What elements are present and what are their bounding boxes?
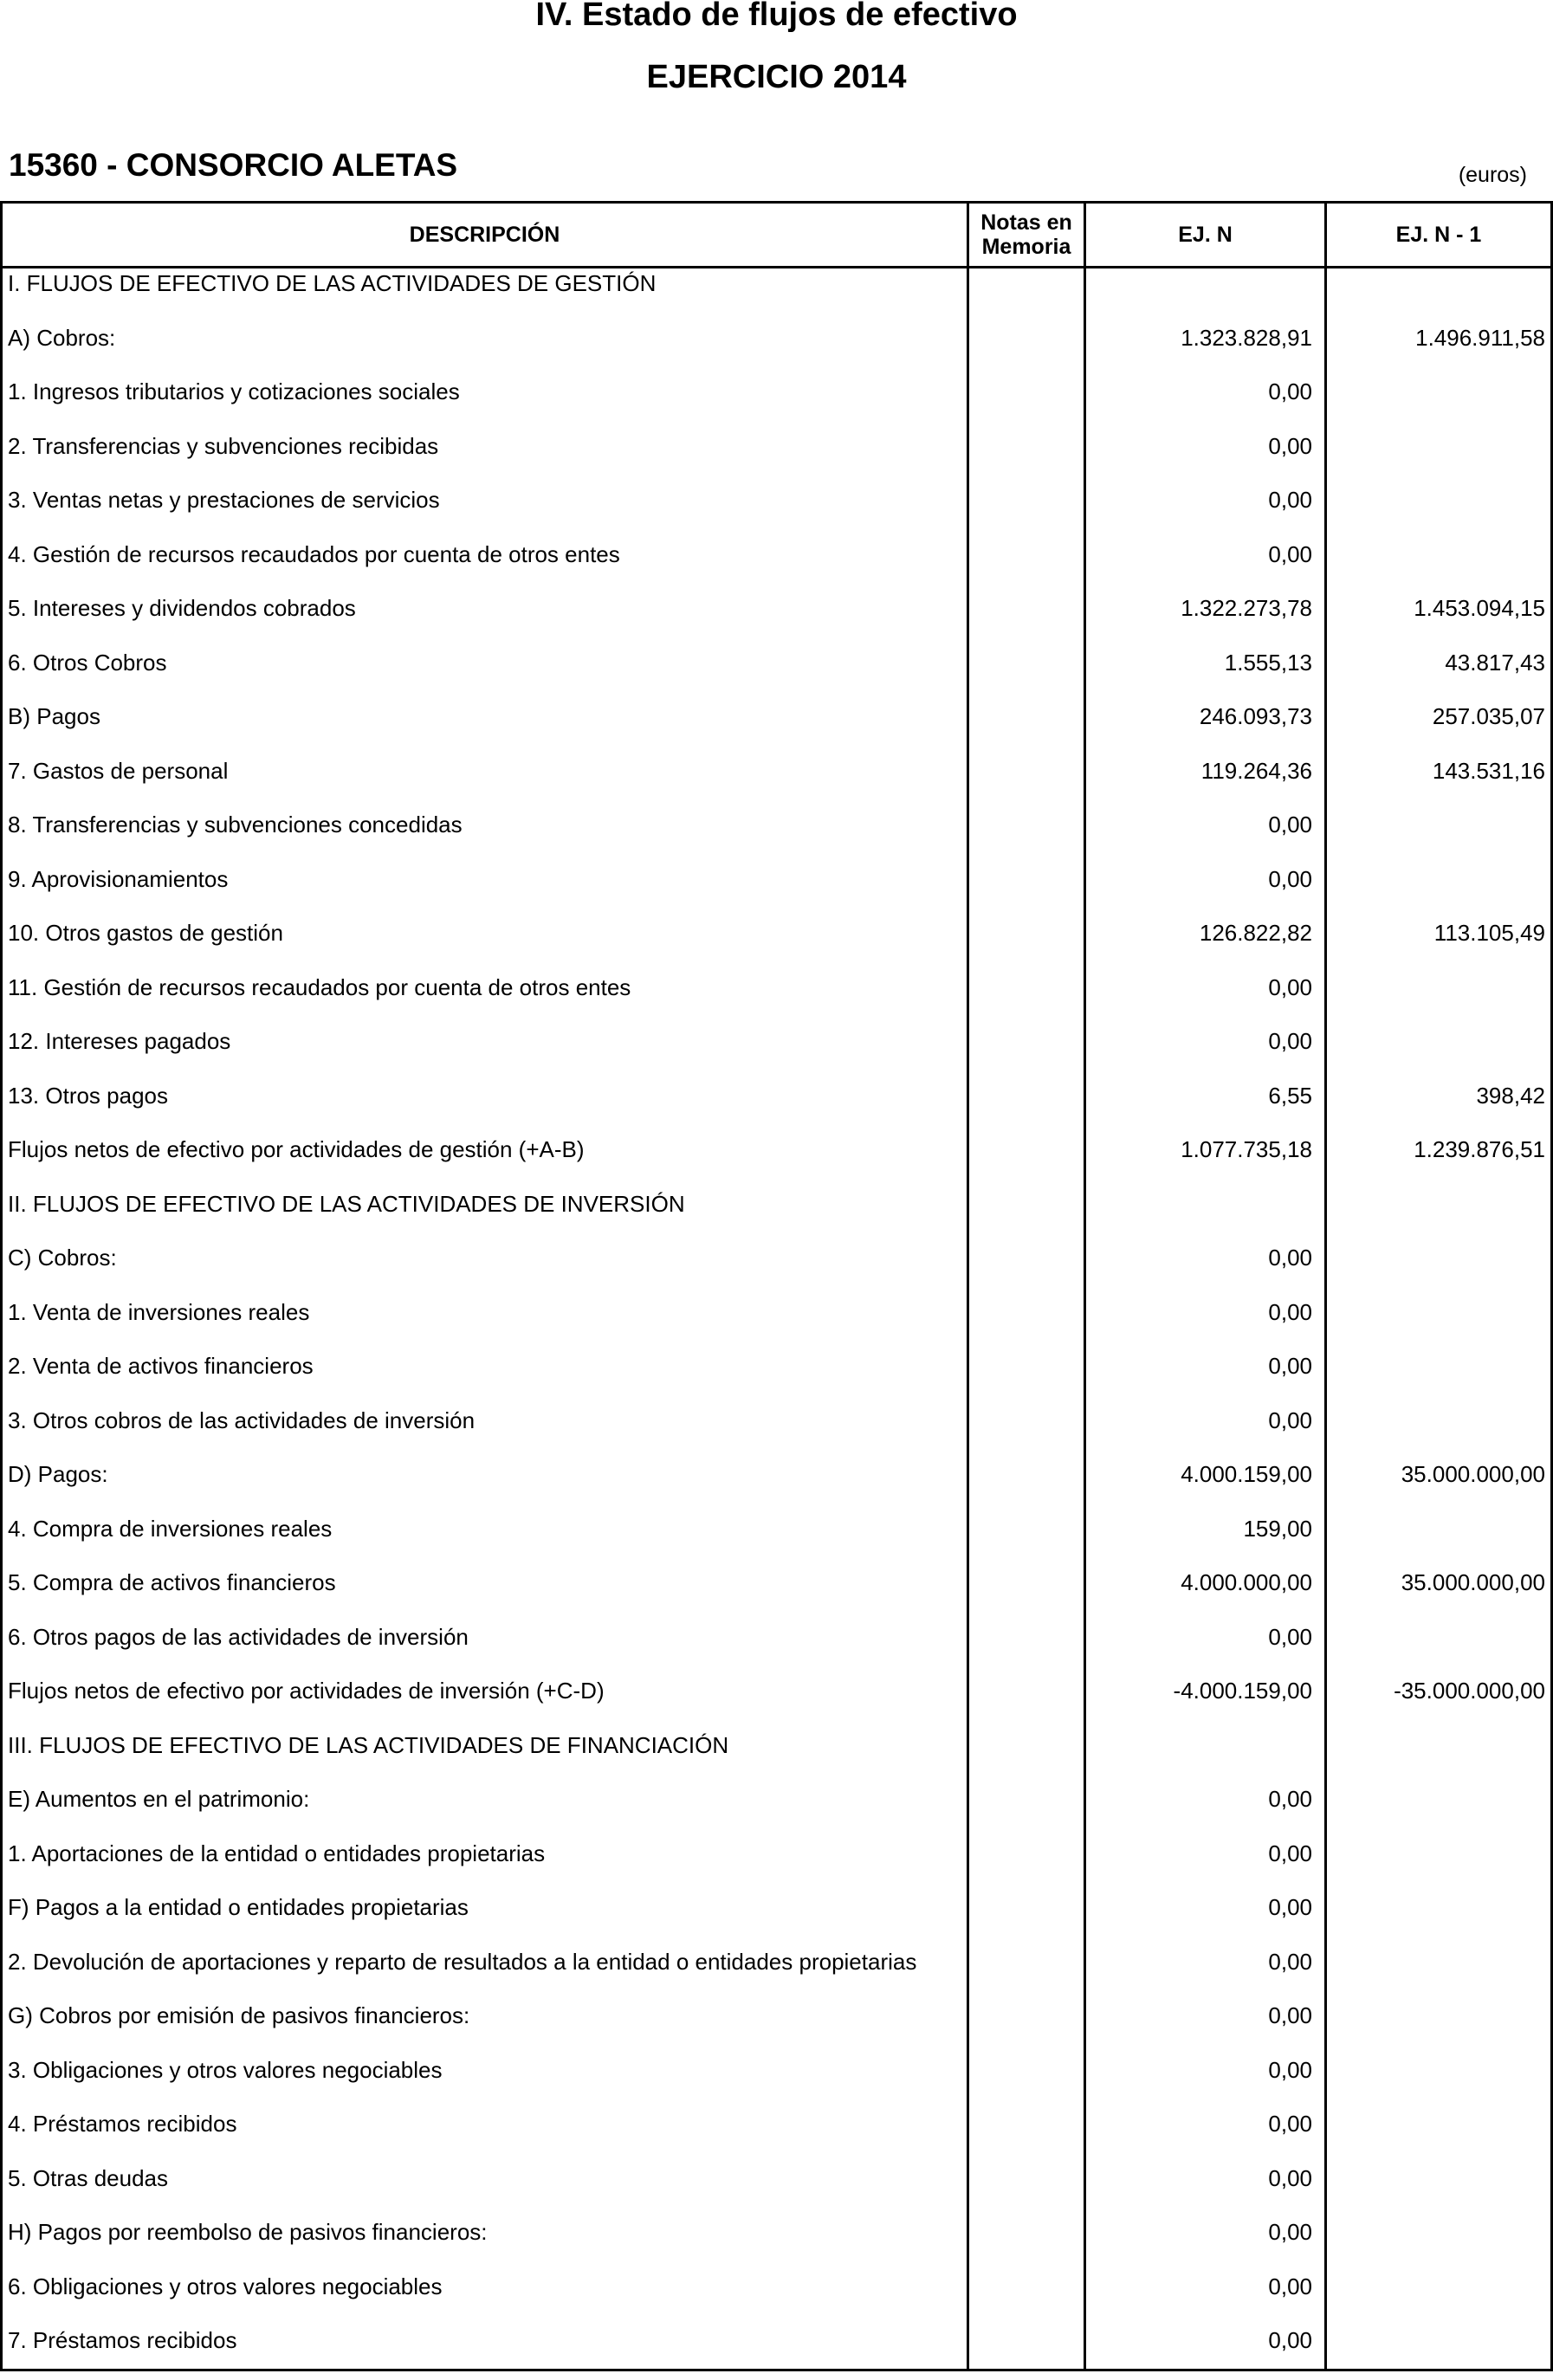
table-row <box>3 323 1550 378</box>
row-value-year-n: 6,55 <box>1268 1082 1312 1109</box>
row-description: 11. Gestión de recursos recaudados por cuenta de otros entes <box>8 973 631 1000</box>
row-description: Flujos netos de efectivo por actividades de inversión (+C-D) <box>8 1678 605 1704</box>
row-value-year-n: 0,00 <box>1268 1948 1312 1975</box>
cash-flow-table <box>0 201 1553 2371</box>
row-description: G) Cobros por emisión de pasivos financieros: <box>8 2002 470 2028</box>
row-description: B) Pagos <box>8 703 100 729</box>
row-value-year-n: -4.000.159,00 <box>1173 1678 1312 1704</box>
table-row <box>3 1135 1550 1189</box>
table-row <box>3 1459 1550 1514</box>
table-row <box>3 593 1550 648</box>
row-value-year-n: 1.555,13 <box>1224 649 1312 676</box>
header-description: DESCRIPCIÓN <box>409 223 560 247</box>
row-value-year-n-1: 35.000.000,00 <box>1401 1461 1545 1487</box>
row-description: 4. Gestión de recursos recaudados por cuenta de otros entes <box>8 540 620 567</box>
row-description: 1. Ingresos tributarios y cotizaciones sociales <box>8 378 460 404</box>
table-header <box>3 204 1550 268</box>
row-description: F) Pagos a la entidad o entidades propietarias <box>8 1894 469 1920</box>
row-value-year-n: 0,00 <box>1268 2273 1312 2299</box>
table-row <box>3 1892 1550 1947</box>
row-value-year-n-1: 257.035,07 <box>1432 703 1545 729</box>
row-value-year-n-1: 43.817,43 <box>1445 649 1545 676</box>
table-row <box>3 1730 1550 1785</box>
row-value-year-n: 0,00 <box>1268 1894 1312 1920</box>
row-value-year-n-1: 1.453.094,15 <box>1414 595 1545 621</box>
table-row <box>3 2109 1550 2163</box>
table-row <box>3 1622 1550 1677</box>
row-description: Flujos netos de efectivo por actividades de gestión (+A-B) <box>8 1136 585 1162</box>
row-description: 3. Ventas netas y prestaciones de servicios <box>8 487 440 513</box>
header-year-n-1: EJ. N - 1 <box>1395 223 1482 247</box>
table-row <box>3 648 1550 702</box>
row-value-year-n: 0,00 <box>1268 973 1312 1000</box>
table-row <box>3 1189 1550 1244</box>
row-value-year-n: 0,00 <box>1268 812 1312 838</box>
table-row <box>3 2001 1550 2055</box>
row-value-year-n: 0,00 <box>1268 1786 1312 1812</box>
row-description: 6. Obligaciones y otros valores negociables <box>8 2273 443 2299</box>
row-description: 4. Préstamos recibidos <box>8 2111 237 2137</box>
row-description: 8. Transferencias y subvenciones concedidas <box>8 812 463 838</box>
row-description: 1. Aportaciones de la entidad o entidades propietarias <box>8 1840 546 1866</box>
row-description: C) Cobros: <box>8 1245 117 1271</box>
table-row <box>3 2325 1550 2380</box>
row-description: 6. Otros pagos de las actividades de inversión <box>8 1623 469 1650</box>
header-year-n: EJ. N <box>1178 223 1233 247</box>
row-value-year-n-1: -35.000.000,00 <box>1394 1678 1545 1704</box>
row-value-year-n-1: 1.239.876,51 <box>1414 1136 1545 1162</box>
row-value-year-n: 0,00 <box>1268 540 1312 567</box>
row-value-year-n: 0,00 <box>1268 1623 1312 1650</box>
row-value-year-n: 0,00 <box>1268 2327 1312 2353</box>
table-row <box>3 1947 1550 2002</box>
row-value-year-n: 1.323.828,91 <box>1181 324 1312 351</box>
row-description: A) Cobros: <box>8 324 116 351</box>
table-row <box>3 1676 1550 1730</box>
row-description: 5. Intereses y dividendos cobrados <box>8 595 356 621</box>
row-value-year-n: 0,00 <box>1268 2164 1312 2191</box>
row-description: D) Pagos: <box>8 1461 108 1487</box>
table-body <box>3 268 1550 2380</box>
row-value-year-n: 0,00 <box>1268 378 1312 404</box>
row-description: 2. Transferencias y subvenciones recibidas <box>8 432 439 459</box>
row-description: 3. Otros cobros de las actividades de inversión <box>8 1407 476 1433</box>
row-value-year-n: 0,00 <box>1268 1245 1312 1271</box>
row-value-year-n: 246.093,73 <box>1199 703 1312 729</box>
row-value-year-n: 0,00 <box>1268 1407 1312 1433</box>
table-row <box>3 2163 1550 2218</box>
table-row <box>3 810 1550 864</box>
header-notes-line2: Memoria <box>981 235 1071 259</box>
row-value-year-n: 0,00 <box>1268 1298 1312 1325</box>
row-value-year-n: 1.077.735,18 <box>1181 1136 1312 1162</box>
currency-unit: (euros) <box>1458 163 1527 187</box>
row-description: 5. Compra de activos financieros <box>8 1569 336 1595</box>
row-value-year-n: 0,00 <box>1268 865 1312 892</box>
table-row <box>3 1568 1550 1622</box>
table-row <box>3 702 1550 756</box>
table-row <box>3 485 1550 540</box>
row-value-year-n: 1.322.273,78 <box>1181 595 1312 621</box>
row-description: 7. Gastos de personal <box>8 757 229 784</box>
document-title: IV. Estado de flujos de efectivo <box>535 0 1018 33</box>
table-row <box>3 1297 1550 1352</box>
row-description: 2. Devolución de aportaciones y reparto de resultados a la entidad o entidades propietarias <box>8 1948 917 1975</box>
row-value-year-n-1: 113.105,49 <box>1433 920 1545 946</box>
row-description: III. FLUJOS DE EFECTIVO DE LAS ACTIVIDADES DE FINANCIACIÓN <box>8 1731 729 1758</box>
row-value-year-n: 0,00 <box>1268 1353 1312 1379</box>
table-row <box>3 1406 1550 1460</box>
row-description: 2. Venta de activos financieros <box>8 1353 314 1379</box>
row-value-year-n: 0,00 <box>1268 1028 1312 1054</box>
table-row <box>3 2217 1550 2272</box>
row-value-year-n: 4.000.000,00 <box>1181 1569 1312 1595</box>
row-value-year-n-1: 398,42 <box>1476 1082 1545 1109</box>
row-description: I. FLUJOS DE EFECTIVO DE LAS ACTIVIDADES DE GESTIÓN <box>8 270 657 296</box>
table-row <box>3 377 1550 431</box>
header-notes <box>969 204 1084 266</box>
table-row <box>3 756 1550 811</box>
document-subtitle: EJERCICIO 2014 <box>646 59 907 95</box>
table-row <box>3 1839 1550 1893</box>
row-value-year-n-1: 143.531,16 <box>1432 757 1545 784</box>
table-row <box>3 973 1550 1027</box>
row-description: II. FLUJOS DE EFECTIVO DE LAS ACTIVIDADES DE INVERSIÓN <box>8 1190 685 1217</box>
table-row <box>3 1784 1550 1839</box>
row-value-year-n: 0,00 <box>1268 2111 1312 2137</box>
row-value-year-n: 159,00 <box>1243 1515 1312 1542</box>
table-row <box>3 1081 1550 1135</box>
table-row <box>3 1351 1550 1406</box>
row-description: 3. Obligaciones y otros valores negociables <box>8 2056 443 2083</box>
row-description: H) Pagos por reembolso de pasivos financieros: <box>8 2219 488 2245</box>
row-value-year-n: 0,00 <box>1268 2002 1312 2028</box>
row-description: 6. Otros Cobros <box>8 649 167 676</box>
entity-name: 15360 - CONSORCIO ALETAS <box>9 147 458 183</box>
table-row <box>3 2055 1550 2110</box>
row-description: 12. Intereses pagados <box>8 1028 231 1054</box>
header-notes-line1: Notas en <box>980 210 1072 235</box>
row-value-year-n: 0,00 <box>1268 2056 1312 2083</box>
row-value-year-n: 0,00 <box>1268 432 1312 459</box>
row-value-year-n: 0,00 <box>1268 2219 1312 2245</box>
table-row <box>3 431 1550 486</box>
row-description: 10. Otros gastos de gestión <box>8 920 283 946</box>
row-description: 9. Aprovisionamientos <box>8 865 229 892</box>
table-row <box>3 864 1550 919</box>
row-description: 13. Otros pagos <box>8 1082 168 1109</box>
row-value-year-n: 119.264,36 <box>1200 757 1312 784</box>
table-row <box>3 1026 1550 1081</box>
row-value-year-n: 4.000.159,00 <box>1181 1461 1312 1487</box>
row-value-year-n-1: 1.496.911,58 <box>1415 324 1545 351</box>
table-row <box>3 540 1550 594</box>
table-row <box>3 918 1550 973</box>
row-value-year-n: 126.822,82 <box>1199 920 1312 946</box>
row-value-year-n: 0,00 <box>1268 487 1312 513</box>
row-description: 4. Compra de inversiones reales <box>8 1515 333 1542</box>
row-description: 5. Otras deudas <box>8 2164 168 2191</box>
row-description: 1. Venta de inversiones reales <box>8 1298 310 1325</box>
table-row <box>3 268 1550 323</box>
row-description: 7. Préstamos recibidos <box>8 2327 237 2353</box>
row-value-year-n-1: 35.000.000,00 <box>1401 1569 1545 1595</box>
row-description: E) Aumentos en el patrimonio: <box>8 1786 310 1812</box>
row-value-year-n: 0,00 <box>1268 1840 1312 1866</box>
table-row <box>3 1514 1550 1568</box>
table-row <box>3 2272 1550 2326</box>
table-row <box>3 1243 1550 1297</box>
